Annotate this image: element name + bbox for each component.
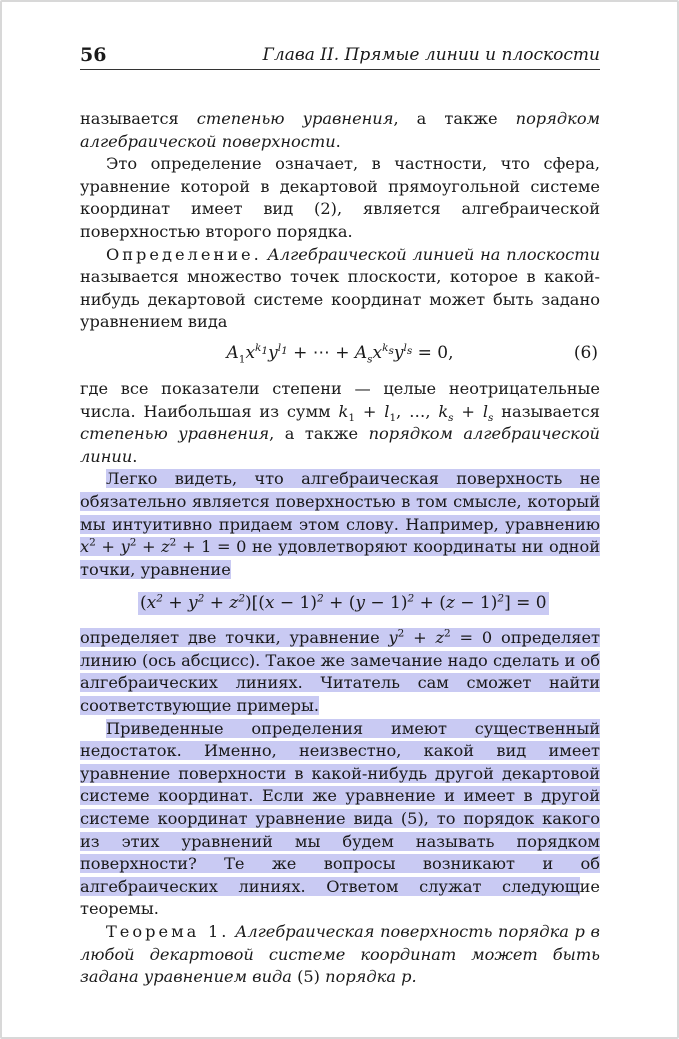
- formula-6: [80, 334, 600, 378]
- paragraph-7: Приведенные определения имеют существенный недостаток. Именно, неизвестно, какой вид имеет уравнение поверхности в какой-нибудь другой декартовой системе координат. Если же уравнение и имеет в другой системе координат уравнение вида (5), то порядок какого из этих уравнений мы будем называть порядком поверхности? Те же вопросы возникают и об алгебраических линиях. Ответом служат следующие теоремы.: [80, 718, 600, 919]
- definition-label: Определение.: [106, 244, 262, 264]
- paragraph-2: Это определение означает, в частности, что сфера, уравнение которой в декартовой прямоугольной системе координат имеет вид (2), является алгебраической поверхностью второго порядка.: [80, 154, 600, 241]
- formula-two-points-expression: $(x^2 + y^2 + z^2)[(x - 1)^2 + (y - 1)^2 + (z - 1)^2] = 0$: [140, 592, 547, 614]
- page-number: 56: [80, 44, 107, 66]
- chapter-title: Глава II. Прямые линии и плоскости: [262, 45, 600, 65]
- definition-paragraph: Определение. Алгебраической линией на плоскости называется множество точек плоскости, которое в какой-нибудь декартовой системе координат может быть задано уравнением вида: [80, 244, 600, 332]
- paragraph-6: [80, 627, 600, 717]
- definition-term: Алгебраической линией на плоскости: [267, 244, 600, 264]
- paragraph-5: [80, 468, 600, 581]
- formula-6-expression: $A_1x^{k_1}y^{l_1}$ + ⋯ + $A_sx^{k_s}y^{l_s} = 0$,: [226, 342, 454, 366]
- highlighted-text: определяет две точки, уравнение $y^2 + z^2 = 0$ определяет линию (ось абсцисс). Такое же замечание надо сделать и об алгебраических линиях. Читатель сам сможет найти соответствующие примеры.: [80, 627, 600, 716]
- theorem-label: Теорема 1.: [106, 922, 230, 941]
- paragraph-4: где все показатели степени — целые неотрицательные числа. Наибольшая из сумм $k_1 + l_1$, …, $k_s + l_s$ называется степенью уравнения, а также порядком алгебраической линии.: [80, 378, 600, 466]
- highlighted-text: Приведенные определения имеют существенный недостаток. Именно, неизвестно, какой вид имеет уравнение поверхности в какой-нибудь другой декартовой системе координат. Если же уравнение и имеет в другой системе координат уравнение вида (5), то порядок какого из этих уравнений мы будем называть порядком поверхности? Те же вопросы возникают и об алгебраических линиях. Ответом служат следующ: [80, 718, 600, 896]
- page-body: [80, 108, 600, 989]
- paragraph-1: называется степенью уравнения, а также порядком алгебраической поверхности.: [80, 109, 600, 151]
- formula-two-points: [80, 581, 600, 627]
- header-rule: [80, 69, 600, 70]
- highlighted-text: Легко видеть, что алгебраическая поверхность не обязательно является поверхностью в том смысле, который мы интуитивно придаем этом слову. Например, уравнению $x^2 + y^2 + z^2 + 1 = 0$ не удовлетворяют координаты ни одной точки, уравнение: [80, 469, 600, 579]
- theorem-paragraph: Теорема 1. Алгебраическая поверхность порядка p в любой декартовой системе координат может быть задана уравнением вида (5) порядка p.: [80, 922, 600, 987]
- formula-6-number: (6): [573, 342, 598, 363]
- page-header: [80, 44, 600, 70]
